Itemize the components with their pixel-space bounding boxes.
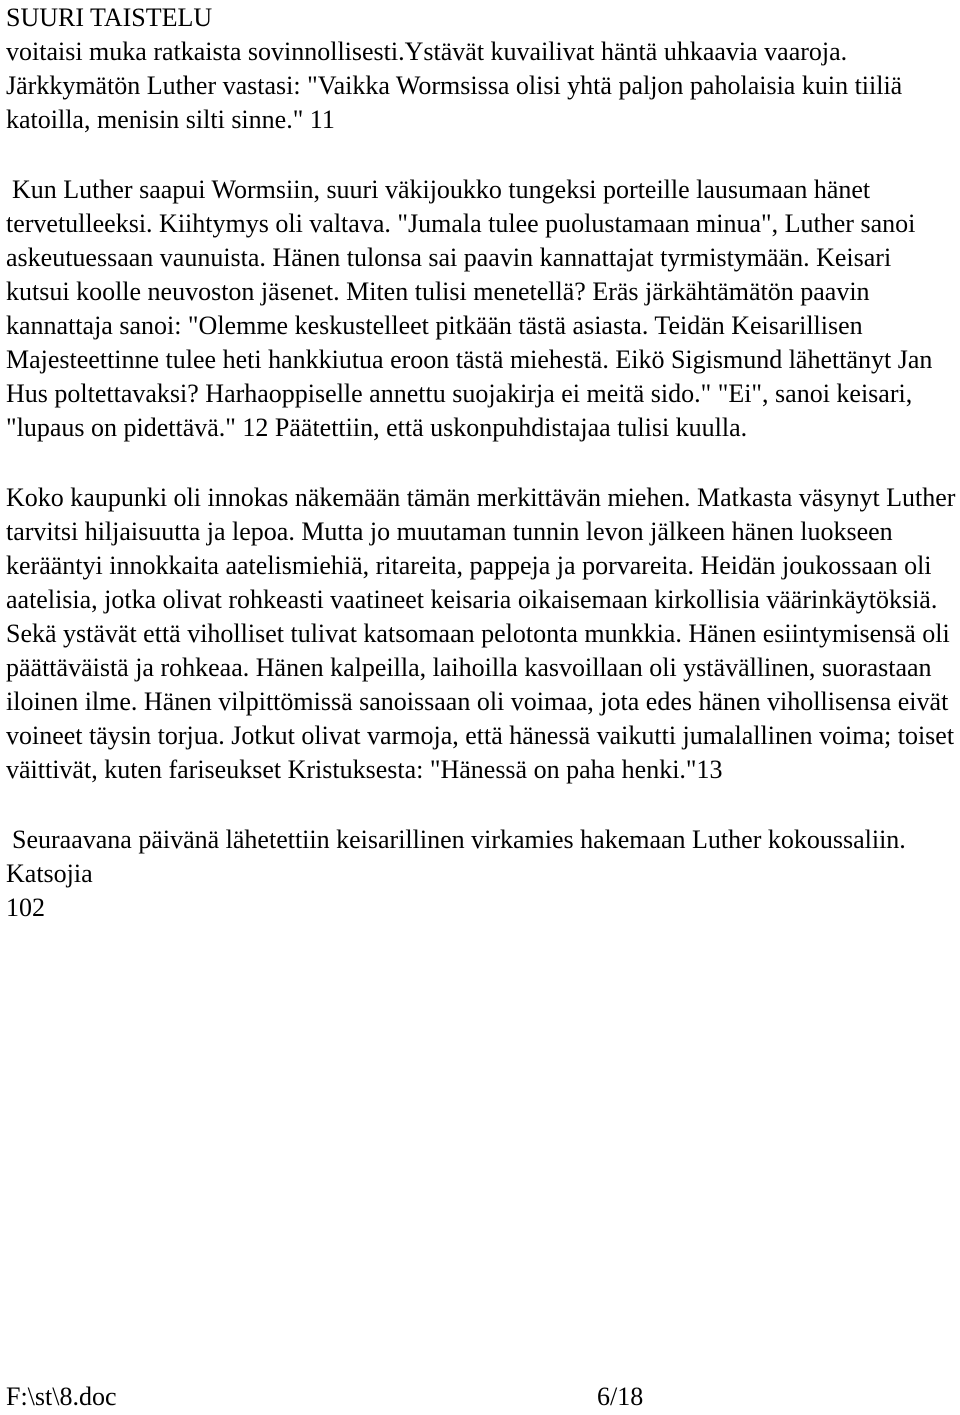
paragraph-gap: [6, 445, 956, 481]
book-page-number: 102: [6, 893, 45, 922]
document-page: [6, 0, 956, 925]
paragraph-3: Koko kaupunki oli innokas näkemään tämän merkittävän miehen. Matkasta väsynyt Luther tarvitsi hiljaisuutta ja lepoa. Mutta jo muutaman tunnin levon jälkeen hänen luokseen kerääntyi innokkaita aatelismiehiä, ritareita, pappeja ja porvareita. Heidän joukossaan oli aatelisia, jotka olivat rohkeasti vaatineet keisaria oikaisemaan kirkollisia väärinkäytöksiä. Sekä ystävät että viholliset tulivat katsomaan pelotonta munkkia. Hänen esiintymisensä oli päättäväistä ja rohkeaa. Hänen kalpeilla, laihoilla kasvoillaan oli ystävällinen, suorastaan iloinen ilme. Hänen vilpittömissä sanoissaan oli voimaa, jota edes hänen vihollisensa eivät voineet täysin torjua. Jotkut olivat varmoja, että hänessä vaikutti jumalallinen voima; toiset väittivät, kuten fariseukset Kristuksesta: "Hänessä on paha henki."13: [6, 483, 956, 784]
paragraph-gap: [6, 137, 956, 173]
footer-page-count: 6/18: [597, 1382, 644, 1411]
paragraph-1: voitaisi muka ratkaista sovinnollisesti.Ystävät kuvailivat häntä uhkaavia vaaroja. Järkkymätön Luther vastasi: "Vaikka Wormsissa olisi yhtä paljon paholaisia kuin tiiliä katoilla, menisin silti sinne." 11: [6, 37, 903, 134]
running-header: SUURI TAISTELU: [6, 3, 213, 32]
footer-file-path: F:\st\8.doc: [6, 1382, 117, 1411]
paragraph-2: Kun Luther saapui Wormsiin, suuri väkijoukko tungeksi porteille lausumaan hänet tervetulleeksi. Kiihtymys oli valtava. "Jumala tulee puolustamaan minua", Luther sanoi askeutuessaan vaunuista. Hänen tulonsa sai paavin kannattajat tyrmistymään. Keisari kutsui koolle neuvoston jäsenet. Miten tulisi menetellä? Eräs järkähtämätön paavin kannattaja sanoi: "Olemme keskustelleet pitkään tästä asiasta. Teidän Keisarillisen Majesteettinne tulee heti hankkiutua eroon tästä miehestä. Eikö Sigismund lähettänyt Jan Hus poltettavaksi? Harhaoppiselle annettu suojakirja ei meitä sido." "Ei", sanoi keisari, "lupaus on pidettävä." 12 Päätettiin, että uskonpuhdistajaa tulisi kuulla.: [6, 175, 933, 442]
paragraph-gap: [6, 787, 956, 823]
paragraph-4: Seuraavana päivänä lähetettiin keisarillinen virkamies hakemaan Luther kokoussaliin. Katsojia: [6, 825, 906, 888]
